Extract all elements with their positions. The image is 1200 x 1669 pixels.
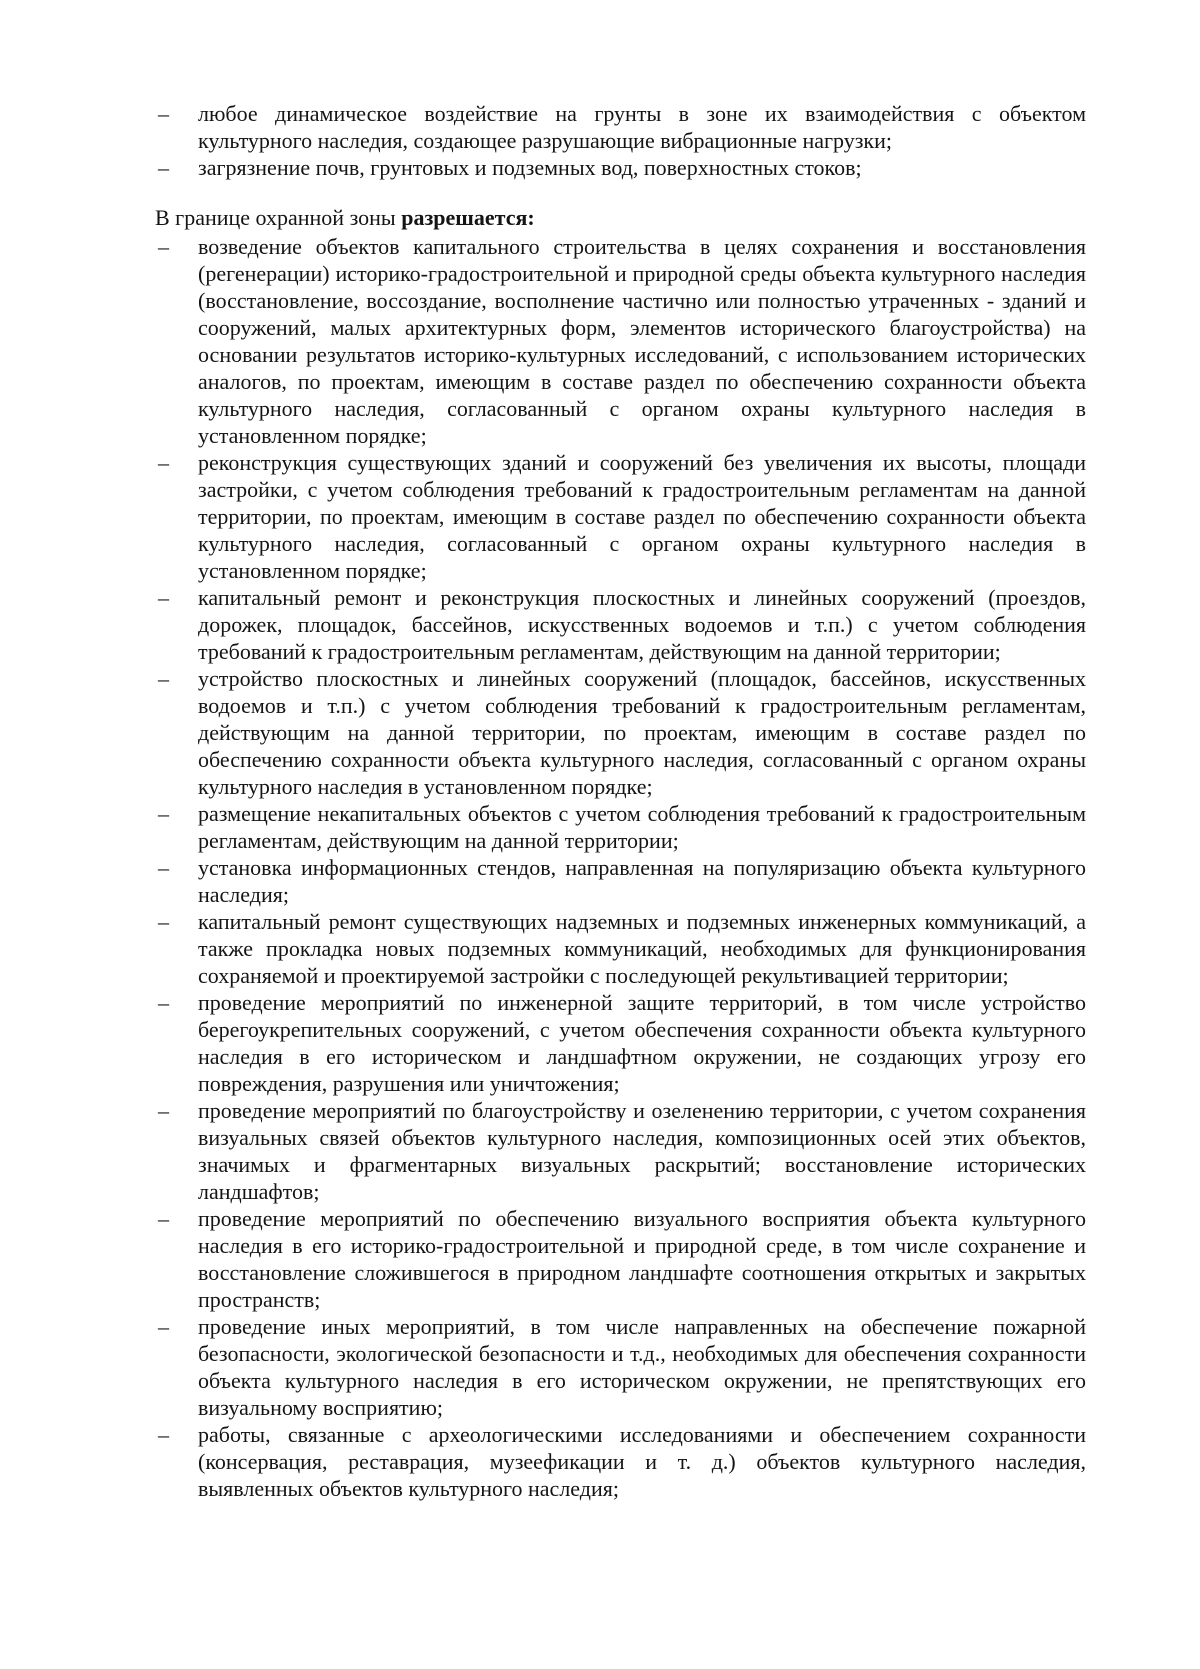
dash-marker: –	[158, 666, 169, 691]
list-item-text: реконструкция существующих зданий и сооружений без увеличения их высоты, площади застройки, с учетом соблюдения требований к градостроительным регламентам на данной территории, по проектам, имеющим в составе раздел по обеспечению сохранности объекта культурного наследия, согласованный с органом охраны культурного наследия в установленном порядке;	[198, 450, 1086, 583]
list-item-text: проведение иных мероприятий, в том числе направленных на обеспечение пожарной безопасности, экологической безопасности и т.д., необходимых для обеспечения сохранности объекта культурного наследия в его историческом окружении, не препятствующих его визуальному восприятию;	[198, 1314, 1086, 1420]
dash-marker: –	[158, 990, 169, 1015]
list-item	[152, 1205, 1086, 1313]
dash-marker: –	[158, 1314, 169, 1339]
list-item	[152, 989, 1086, 1097]
list-item-text: проведение мероприятий по инженерной защите территорий, в том числе устройство берегоукрепительных сооружений, с учетом обеспечения сохранности объекта культурного наследия в его историческом и ландшафтном окружении, не создающих угрозу его повреждения, разрушения или уничтожения;	[198, 990, 1086, 1096]
list-item	[152, 100, 1086, 154]
list-item	[152, 1097, 1086, 1205]
list-item	[152, 854, 1086, 908]
list-item-text: установка информационных стендов, направленная на популяризацию объекта культурного наследия;	[198, 855, 1086, 907]
list-item-text: работы, связанные с археологическими исследованиями и обеспечением сохранности (консервация, реставрация, музеефикации и т. д.) объектов культурного наследия, выявленных объектов культурного наследия;	[198, 1422, 1086, 1501]
allowed-list	[152, 233, 1086, 1502]
list-item	[152, 233, 1086, 449]
dash-marker: –	[158, 909, 169, 934]
list-item	[152, 800, 1086, 854]
section-heading	[155, 204, 1085, 231]
dash-marker: –	[158, 450, 169, 475]
heading-prefix: В границе охранной зоны	[155, 205, 402, 230]
dash-marker: –	[158, 1098, 169, 1123]
dash-marker: –	[158, 155, 169, 180]
list-item	[152, 584, 1086, 665]
list-item	[152, 908, 1086, 989]
dash-marker: –	[158, 855, 169, 880]
list-item-text: проведение мероприятий по благоустройству и озеленению территории, с учетом сохранения визуальных связей объектов культурного наследия, композиционных осей этих объектов, значимых и фрагментарных визуальных раскрытий; восстановление исторических ландшафтов;	[198, 1098, 1086, 1204]
list-item-text: капитальный ремонт и реконструкция плоскостных и линейных сооружений (проездов, дорожек, площадок, бассейнов, искусственных водоемов и т.п.) с учетом соблюдения требований к градостроительным регламентам, действующим на данной территории;	[198, 585, 1086, 664]
list-item	[152, 154, 1086, 181]
heading-emphasis: разрешается:	[401, 205, 535, 230]
list-item-text: капитальный ремонт существующих надземных и подземных инженерных коммуникаций, а также прокладка новых подземных коммуникаций, необходимых для функционирования сохраняемой и проектируемой застройки с последующей рекультивацией территории;	[198, 909, 1086, 988]
list-item	[152, 449, 1086, 584]
list-item-text: устройство плоскостных и линейных сооружений (площадок, бассейнов, искусственных водоемов и т.п.) с учетом соблюдения требований к градостроительным регламентам, действующим на данной территории, по проектам, имеющим в составе раздел по обеспечению сохранности объекта культурного наследия, согласованный с органом охраны культурного наследия в установленном порядке;	[198, 666, 1086, 799]
list-item-text: любое динамическое воздействие на грунты в зоне их взаимодействия с объектом культурного наследия, создающее разрушающие вибрационные нагрузки;	[198, 101, 1086, 153]
dash-marker: –	[158, 234, 169, 259]
dash-marker: –	[158, 1206, 169, 1231]
list-item	[152, 1421, 1086, 1502]
list-item-text: размещение некапитальных объектов с учетом соблюдения требований к градостроительным регламентам, действующим на данной территории;	[198, 801, 1086, 853]
dash-marker: –	[158, 101, 169, 126]
list-item-text: возведение объектов капитального строительства в целях сохранения и восстановления (регенерации) историко-градостроительной и природной среды объекта культурного наследия (восстановление, воссоздание, восполнение частично или полностью утраченных - зданий и сооружений, малых архитектурных форм, элементов исторического благоустройства) на основании результатов историко-культурных исследований, с использованием исторических аналогов, по проектам, имеющим в составе раздел по обеспечению сохранности объекта культурного наследия, согласованный с органом охраны культурного наследия в установленном порядке;	[198, 234, 1086, 448]
list-item	[152, 1313, 1086, 1421]
dash-marker: –	[158, 585, 169, 610]
dash-marker: –	[158, 1422, 169, 1447]
list-item-text: проведение мероприятий по обеспечению визуального восприятия объекта культурного наследия в его историко-градостроительной и природной среде, в том числе сохранение и восстановление сложившегося в природном ландшафте соотношения открытых и закрытых пространств;	[198, 1206, 1086, 1312]
list-item-text: загрязнение почв, грунтовых и подземных вод, поверхностных стоков;	[198, 155, 862, 180]
prohibited-list-continuation	[152, 100, 1086, 181]
dash-marker: –	[158, 801, 169, 826]
list-item	[152, 665, 1086, 800]
